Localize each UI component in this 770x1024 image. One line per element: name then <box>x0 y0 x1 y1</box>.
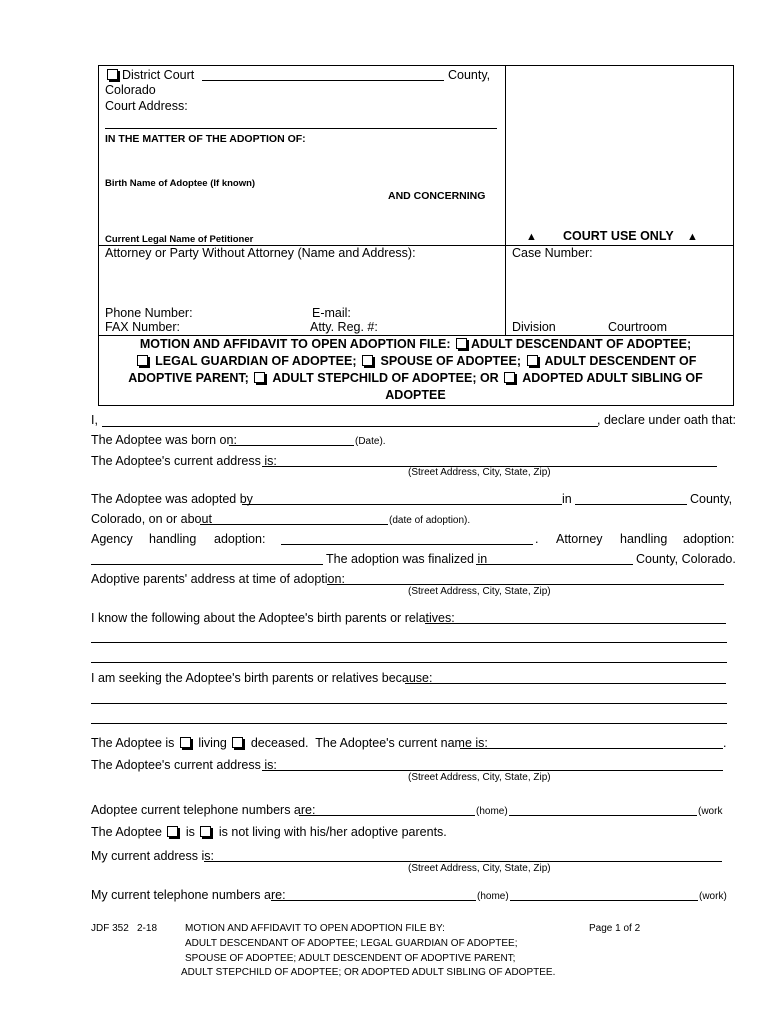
case-number-label: Case Number: <box>512 246 593 260</box>
county-name-field[interactable] <box>202 80 444 81</box>
stepchild-checkbox[interactable] <box>254 372 265 383</box>
matter-label: IN THE MATTER OF THE ADOPTION OF: <box>105 133 306 145</box>
agency-word-3: adoption: <box>214 532 266 546</box>
adoptive-parents-address-field[interactable] <box>327 584 724 585</box>
adoption-date-field[interactable] <box>200 524 388 525</box>
district-court-checkbox[interactable] <box>107 69 118 80</box>
street-hint: (Street Address, City, State, Zip) <box>408 586 551 597</box>
courtroom-label: Courtroom <box>608 320 668 334</box>
street-hint: (Street Address, City, State, Zip) <box>408 467 551 478</box>
title-l1b: ADULT DESCENDANT OF ADOPTEE; <box>470 337 692 351</box>
deceased-label: deceased. <box>250 736 309 750</box>
title-line-1 <box>98 336 733 353</box>
court-line <box>105 68 194 82</box>
work-hint: (work) <box>699 891 727 902</box>
title-line-4: ADOPTEE <box>385 388 446 402</box>
living-label: living <box>198 736 227 750</box>
county-label-2: County, <box>690 492 733 506</box>
colorado-on-label: Colorado, on or about <box>91 512 212 526</box>
adoptee-current-address-field[interactable] <box>262 770 723 771</box>
court-address-label: Court Address: <box>105 99 188 113</box>
phone-label: Phone Number: <box>105 306 193 320</box>
birth-date-field[interactable] <box>229 445 354 446</box>
adoptee-current-name-field[interactable] <box>460 748 723 749</box>
not-living-label: is not living with his/her adoptive parents. <box>218 825 447 839</box>
attorney-word-1: Attorney <box>556 532 603 546</box>
living-with-line <box>91 825 447 839</box>
footer-page: Page 1 of 2 <box>589 923 641 934</box>
i-label: I, <box>91 413 98 427</box>
name-period: . <box>723 736 727 750</box>
footer-line-2: ADULT DESCENDANT OF ADOPTEE; LEGAL GUARDIAN OF ADOPTEE; <box>185 938 518 949</box>
title-line-3 <box>98 370 733 387</box>
know-following-field-1[interactable] <box>425 623 726 624</box>
home-hint: (home) <box>477 891 509 902</box>
current-address-label: The Adoptee's current address is: <box>91 454 277 468</box>
know-following-field-2[interactable] <box>91 642 727 643</box>
adoptee-phone-label: Adoptee current telephone numbers are: <box>91 803 316 817</box>
title-l2a: LEGAL GUARDIAN OF ADOPTEE; <box>155 354 357 368</box>
living-checkbox[interactable] <box>180 737 191 748</box>
court-address-field[interactable] <box>105 128 497 129</box>
attorney-word-2: handling <box>620 532 668 546</box>
my-address-label: My current address is: <box>91 849 214 863</box>
adoptee-status-line <box>91 736 488 750</box>
arrow-up-icon: ▲ <box>526 231 537 243</box>
is-not-living-checkbox[interactable] <box>200 826 211 837</box>
birth-name-label: Birth Name of Adoptee (If known) <box>105 178 256 189</box>
and-concerning-label: AND CONCERNING <box>388 190 486 202</box>
my-address-field[interactable] <box>204 861 722 862</box>
the-adoptee-label: The Adoptee <box>91 825 162 839</box>
attorney-field[interactable] <box>91 564 323 565</box>
seeking-field-3[interactable] <box>91 723 727 724</box>
declarant-name-field[interactable] <box>102 426 598 427</box>
adoptee-work-phone-field[interactable] <box>509 815 697 816</box>
court-use-only-label: COURT USE ONLY <box>563 229 674 243</box>
footer-line-4: ADULT STEPCHILD OF ADOPTEE; OR ADOPTED ADULT SIBLING OF ADOPTEE. <box>181 967 556 978</box>
date-hint: (Date). <box>355 436 386 447</box>
footer-line-3: SPOUSE OF ADOPTEE; ADULT DESCENDENT OF ADOPTIVE PARENT; <box>185 953 516 964</box>
form-title <box>98 336 733 404</box>
street-hint: (Street Address, City, State, Zip) <box>408 863 551 874</box>
know-following-field-3[interactable] <box>91 662 727 663</box>
adoptee-current-address-label: The Adoptee's current address is: <box>91 758 277 772</box>
court-label: District Court <box>122 68 195 82</box>
county-colorado-label: County, Colorado. <box>636 552 736 566</box>
fax-label: FAX Number: <box>105 320 181 334</box>
adoptee-home-phone-field[interactable] <box>299 815 475 816</box>
seeking-label: I am seeking the Adoptee's birth parents or relatives because: <box>91 671 433 685</box>
footer-line-1: MOTION AND AFFIDAVIT TO OPEN ADOPTION FILE BY: <box>185 923 445 934</box>
arrow-up-icon: ▲ <box>687 231 698 243</box>
my-home-phone-field[interactable] <box>271 900 476 901</box>
finalized-in-label: The adoption was finalized in <box>326 552 488 566</box>
petitioner-label: Current Legal Name of Petitioner <box>105 234 254 245</box>
title-line-2 <box>98 353 733 370</box>
my-phone-label: My current telephone numbers are: <box>91 888 286 902</box>
atty-reg-label: Atty. Reg. #: <box>310 320 378 334</box>
in-label: in <box>562 492 572 506</box>
finalized-county-field[interactable] <box>476 564 633 565</box>
is-label: is <box>185 825 195 839</box>
title-l1a: MOTION AND AFFIDAVIT TO OPEN ADOPTION FILE: <box>139 337 451 351</box>
work-hint: (work <box>698 806 723 817</box>
date-of-adoption-hint: (date of adoption). <box>389 515 471 526</box>
know-following-label: I know the following about the Adoptee's birth parents or relatives: <box>91 611 455 625</box>
my-work-phone-field[interactable] <box>510 900 698 901</box>
born-on-label: The Adoptee was born on: <box>91 433 237 447</box>
seeking-field-1[interactable] <box>405 683 726 684</box>
agency-field[interactable] <box>281 544 533 545</box>
title-l3b: ADULT STEPCHILD OF ADOPTEE; OR <box>272 371 499 385</box>
attorney-label: Attorney or Party Without Attorney (Name and Address): <box>105 246 416 260</box>
legal-guardian-checkbox[interactable] <box>137 355 148 366</box>
is-living-checkbox[interactable] <box>167 826 178 837</box>
agency-period: . <box>535 532 539 546</box>
state-label: Colorado <box>105 83 156 97</box>
sibling-checkbox[interactable] <box>504 372 515 383</box>
adoptee-is-label: The Adoptee is <box>91 736 175 750</box>
adopted-by-label: The Adoptee was adopted by <box>91 492 253 506</box>
title-l3c: ADOPTED ADULT SIBLING OF <box>522 371 703 385</box>
declare-label: , declare under oath that: <box>597 413 736 427</box>
current-name-label: The Adoptee's current name is: <box>315 736 488 750</box>
spouse-checkbox[interactable] <box>362 355 373 366</box>
agency-word-1: Agency <box>91 532 133 546</box>
adoptive-parents-address-label: Adoptive parents' address at time of adoption: <box>91 572 345 586</box>
email-label: E-mail: <box>312 306 351 320</box>
seeking-field-2[interactable] <box>91 703 727 704</box>
adult-descendant-checkbox[interactable] <box>456 338 467 349</box>
title-l3a: ADOPTIVE PARENT; <box>128 371 249 385</box>
division-label: Division <box>512 320 556 334</box>
deceased-checkbox[interactable] <box>232 737 243 748</box>
caption-divider <box>505 65 506 335</box>
agency-word-2: handling <box>149 532 197 546</box>
footer-rev: 2-18 <box>137 923 158 934</box>
adopted-by-field[interactable] <box>242 504 562 505</box>
adoptive-parent-descendent-checkbox[interactable] <box>527 355 538 366</box>
county-label: County, <box>448 68 491 82</box>
footer-form-id: JDF 352 <box>91 923 129 934</box>
attorney-word-3: adoption: <box>683 532 735 546</box>
adoption-county-field[interactable] <box>575 504 687 505</box>
title-l2c: ADULT DESCENDENT OF <box>544 354 697 368</box>
title-l2b: SPOUSE OF ADOPTEE; <box>380 354 522 368</box>
home-hint: (home) <box>476 806 508 817</box>
street-hint: (Street Address, City, State, Zip) <box>408 772 551 783</box>
